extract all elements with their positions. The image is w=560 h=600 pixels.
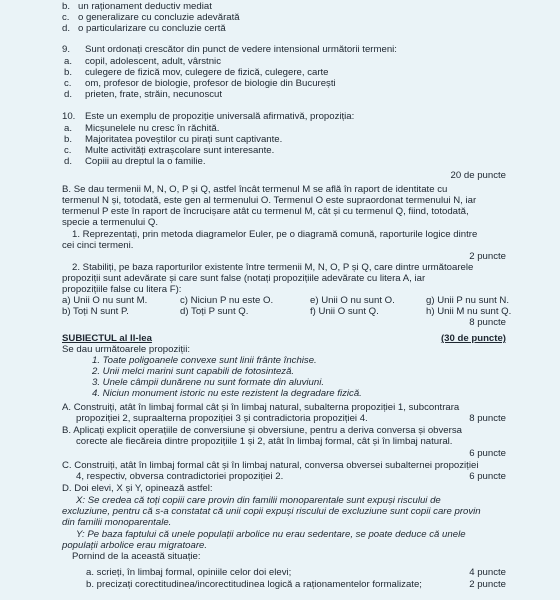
option-text: om, profesor de biologie, profesor de biologie din București	[85, 78, 336, 89]
proposition: 4. Niciun monument istoric nu este rezistent la degradare fizică.	[92, 388, 362, 399]
task-line: corecte ale fiecăreia dintre propozițiile 1 și 2, atât în limbaj formal, cât și în limbaj natural.	[76, 436, 453, 447]
option-text: Multe activități extrașcolare sunt interesante.	[85, 145, 275, 156]
opinion-line: excluziune, pentru că s-a constatat că unii copii expuși riscului de excluziune sunt copii care provin	[62, 506, 481, 517]
answer-choice: c) Niciun P nu este O.	[180, 295, 274, 306]
task-line: 1. Reprezentați, prin metoda diagramelor Euler, pe o diagramă comună, raporturile logice dintre	[72, 229, 478, 240]
question-number: 9.	[62, 44, 71, 55]
option-letter: b.	[64, 67, 73, 78]
task-line: 4, respectiv, obversa contradictoriei propoziției 2.	[76, 471, 284, 482]
task-line: 2. Stabiliți, pe baza raporturilor existente între termenii M, N, O, P și Q, care dintre următoarele	[72, 262, 474, 273]
task-points: 4 puncte	[469, 567, 506, 578]
paragraph-line: Se dau următoarele propoziții:	[62, 344, 190, 355]
option-letter: b.	[62, 1, 71, 12]
option-letter: a.	[64, 123, 73, 134]
opinion-line: Y: Pe baza faptului că unele populații arbolice nu erau sedentare, se poate deduce că unele	[76, 529, 466, 540]
task-line: cei cinci termeni.	[62, 240, 134, 251]
answer-choice: h) Unii M nu sunt Q.	[426, 306, 512, 317]
opinion-line: din familii monoparentale.	[62, 517, 172, 528]
question-stem: Este un exemplu de propoziție universală afirmativă, propoziția:	[85, 111, 355, 122]
answer-choice: d) Toți P sunt Q.	[180, 306, 249, 317]
option-text: o particularizare cu concluzie certă	[78, 23, 226, 34]
opinion-line: populații arbolice erau migratoare.	[62, 540, 208, 551]
option-letter: c.	[62, 12, 70, 23]
section-title: SUBIECTUL al II-lea	[62, 333, 152, 344]
task-line: B. Aplicați explicit operațiile de conversiune și obversiune, pentru a deriva conversa și obversa	[62, 425, 462, 436]
proposition: 3. Unele câmpii dunărene nu sunt formate din aluviuni.	[92, 377, 324, 388]
task-line: A. Construiți, atât în limbaj formal cât și în limbaj natural, subalterna propoziției 1, subcontrara	[62, 402, 460, 413]
task-points: 8 puncte	[469, 317, 506, 328]
question-number: 10.	[62, 111, 76, 122]
answer-choice: a) Unii O nu sunt M.	[62, 295, 148, 306]
subtask-line: a. scrieți, în limbaj formal, opiniile celor doi elevi;	[86, 567, 292, 578]
option-text: copil, adolescent, adult, vârstnic	[85, 56, 221, 67]
opinion-line: X: Se credea că toți copiii care provin din familii monoparentale sunt expuși riscului de	[76, 495, 441, 506]
paragraph-line: Pornind de la această situație:	[72, 551, 201, 562]
proposition: 1. Toate poligoanele convexe sunt linii frânte închise.	[92, 355, 317, 366]
option-letter: d.	[64, 89, 73, 100]
option-letter: c.	[64, 78, 72, 89]
paragraph-line: termenul P este în raport de încrucișare atât cu termenul M, cât și cu termenul Q, fiind, totodată,	[62, 206, 469, 217]
option-text: prieten, frate, străin, necunoscut	[85, 89, 223, 100]
option-letter: d.	[62, 23, 71, 34]
task-points: 2 puncte	[469, 251, 506, 262]
paragraph-line: termenul N și, totodată, este gen al termenului O. Termenul O este supraordonat termenului N, iar	[62, 195, 477, 206]
answer-choice: e) Unii O nu sunt O.	[310, 295, 395, 306]
task-points: 2 puncte	[469, 579, 506, 590]
answer-choice: f) Unii O sunt Q.	[310, 306, 379, 317]
option-letter: a.	[64, 56, 73, 67]
paragraph-line: specie a termenului Q.	[62, 217, 158, 228]
task-line: D. Doi elevi, X și Y, opinează astfel:	[62, 483, 213, 494]
task-line: propoziții sunt adevărate și care sunt false (notați propozițiile adevărate cu litera A, iar	[62, 273, 426, 284]
task-line: C. Construiți, atât în limbaj formal cât și în limbaj natural, conversa obversei subalternei propoziției	[62, 460, 479, 471]
option-text: o generalizare cu concluzie adevărată	[78, 12, 240, 23]
section-points: 20 de puncte	[450, 170, 506, 181]
option-text: culegere de fizică mov, culegere de fizică, culegere, carte	[85, 67, 329, 78]
option-letter: c.	[64, 145, 72, 156]
answer-choice: g) Unii P nu sunt N.	[426, 295, 510, 306]
question-stem: Sunt ordonați crescător din punct de vedere intensional următorii termeni:	[85, 44, 397, 55]
option-text: Majoritatea poveștilor cu pirați sunt captivante.	[85, 134, 283, 145]
section-points: (30 de puncte)	[440, 333, 506, 344]
task-points: 8 puncte	[469, 413, 506, 424]
task-points: 6 puncte	[469, 471, 506, 482]
subtask-line: b. precizați corectitudinea/incorectitudinea logică a raționamentelor formalizate;	[86, 579, 422, 590]
option-text: Micșunelele nu cresc în răchită.	[85, 123, 220, 134]
answer-choice: b) Toți N sunt P.	[62, 306, 129, 317]
option-text: un raționament deductiv mediat	[78, 1, 212, 12]
task-points: 6 puncte	[469, 448, 506, 459]
paragraph-line: B. Se dau termenii M, N, O, P și Q, astfel încât termenul M se află în raport de identitate cu	[62, 184, 448, 195]
option-letter: d.	[64, 156, 73, 167]
option-text: Copiii au dreptul la o familie.	[85, 156, 206, 167]
option-letter: b.	[64, 134, 73, 145]
task-line: propoziției 2, supraalterna propoziției 3 și contradictoria propoziției 4.	[76, 413, 368, 424]
task-line: propozițiile false cu litera F):	[62, 284, 182, 295]
proposition: 2. Unii melci marini sunt capabili de fotosinteză.	[92, 366, 295, 377]
